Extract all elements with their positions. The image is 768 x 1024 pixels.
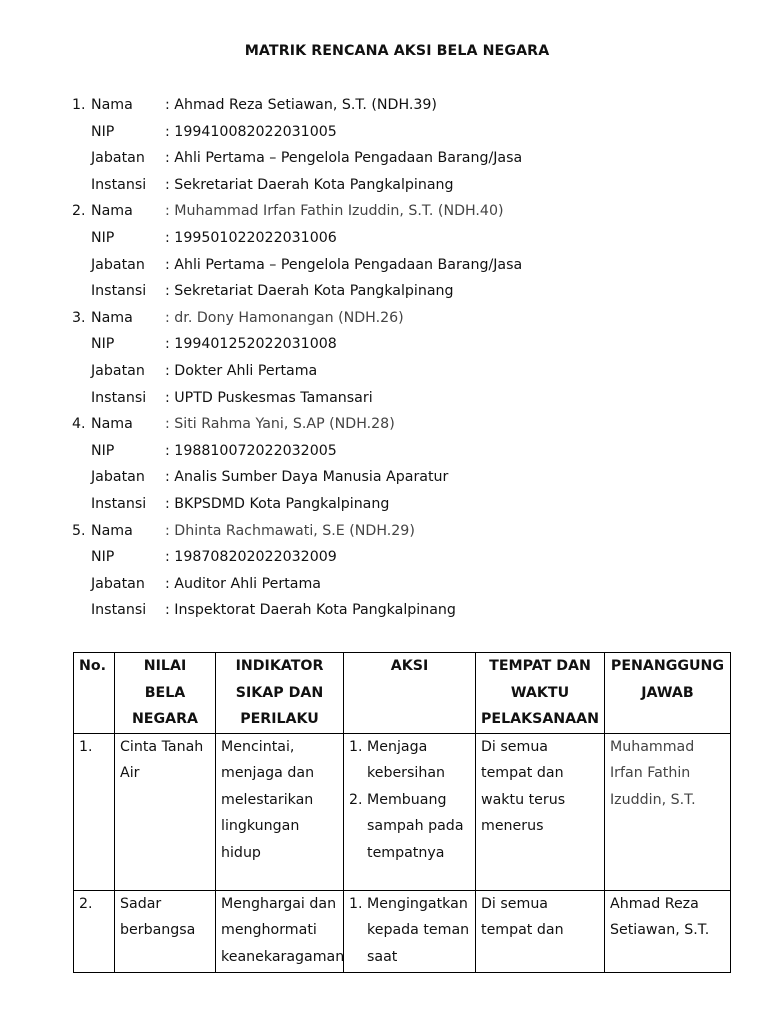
member-2-nip-row xyxy=(72,227,522,254)
aksi-item: 1. Menjaga kebersihan xyxy=(349,738,446,781)
jabatan-value: : Auditor Ahli Pertama xyxy=(165,575,321,592)
action-plan-table xyxy=(73,652,731,973)
header-nilai-bela-negara: NILAI BELA NEGARA xyxy=(115,653,216,734)
member-4-nip-row xyxy=(72,440,522,467)
instansi-label: Instansi xyxy=(91,176,147,193)
table-header-row xyxy=(74,653,731,734)
tempat-waktu-cell: Di semua tempat dan waktu terus menerus xyxy=(476,733,605,890)
nilai-cell: Sadar berbangsa xyxy=(115,890,216,972)
member-number: 3. xyxy=(72,309,86,326)
instansi-label: Instansi xyxy=(91,495,147,512)
member-4-jabatan-row xyxy=(72,466,522,493)
member-number: 5. xyxy=(72,522,86,539)
member-number: 2. xyxy=(72,203,86,220)
instansi-label: Instansi xyxy=(91,389,147,406)
row-number: 1. xyxy=(74,733,115,890)
member-5-nama-row xyxy=(72,520,522,547)
jabatan-label: Jabatan xyxy=(91,150,145,167)
nip-value: : 198810072022032005 xyxy=(165,442,337,459)
jabatan-value: : Dokter Ahli Pertama xyxy=(165,362,318,379)
row-number: 2. xyxy=(74,890,115,972)
nama-label: Nama xyxy=(91,416,133,433)
aksi-cell xyxy=(344,733,476,890)
penanggung-jawab-cell: Ahmad Reza Setiawan, S.T. xyxy=(605,890,731,972)
member-1-instansi-row xyxy=(72,174,522,201)
nama-value: : Muhammad Irfan Fathin Izuddin, S.T. (NDH.40) xyxy=(165,203,504,220)
table-row xyxy=(74,890,731,972)
member-3-jabatan-row xyxy=(72,360,522,387)
aksi-item: 2. Membuang sampah pada tempatnya xyxy=(349,791,464,861)
instansi-value: : BKPSDMD Kota Pangkalpinang xyxy=(165,495,390,512)
nip-label: NIP xyxy=(91,336,115,353)
member-1-nip-row xyxy=(72,121,522,148)
aksi-item: 1. Mengingatkan kepada teman saat xyxy=(349,895,470,965)
table-row xyxy=(74,733,731,890)
header-indikator: INDIKATOR SIKAP DAN PERILAKU xyxy=(216,653,344,734)
member-4-instansi-row xyxy=(72,493,522,520)
jabatan-value: : Ahli Pertama – Pengelola Pengadaan Barang/Jasa xyxy=(165,150,523,167)
header-tempat-waktu: TEMPAT DAN WAKTU PELAKSANAAN xyxy=(476,653,605,734)
member-3-nama-row xyxy=(72,307,522,334)
nip-value: : 199501022022031006 xyxy=(165,229,337,246)
jabatan-value: : Ahli Pertama – Pengelola Pengadaan Barang/Jasa xyxy=(165,256,523,273)
nip-value: : 198708202022032009 xyxy=(165,549,337,566)
jabatan-value: : Analis Sumber Daya Manusia Aparatur xyxy=(165,469,449,486)
header-aksi: AKSI xyxy=(344,653,476,734)
indikator-cell: Mencintai, menjaga dan melestarikan lingkungan hidup xyxy=(216,733,344,890)
jabatan-label: Jabatan xyxy=(91,256,145,273)
member-3-instansi-row xyxy=(72,387,522,414)
member-list xyxy=(72,94,522,626)
nama-label: Nama xyxy=(91,97,133,113)
tempat-waktu-cell: Di semua tempat dan xyxy=(476,890,605,972)
nilai-cell: Cinta Tanah Air xyxy=(115,733,216,890)
nama-label: Nama xyxy=(91,203,133,220)
nip-label: NIP xyxy=(91,442,115,459)
nip-label: NIP xyxy=(91,229,115,246)
member-5-jabatan-row xyxy=(72,573,522,600)
member-1-nama-row xyxy=(72,94,522,121)
member-3-nip-row xyxy=(72,333,522,360)
nama-value: : Ahmad Reza Setiawan, S.T. (NDH.39) xyxy=(165,97,437,113)
instansi-value: : UPTD Puskesmas Tamansari xyxy=(165,389,373,406)
instansi-label: Instansi xyxy=(91,602,147,619)
nip-value: : 199410082022031005 xyxy=(165,123,337,140)
nip-value: : 199401252022031008 xyxy=(165,336,337,353)
penanggung-jawab-cell: Muhammad Irfan Fathin Izuddin, S.T. xyxy=(605,733,731,890)
header-penanggung-jawab: PENANGGUNG JAWAB xyxy=(605,653,731,734)
jabatan-label: Jabatan xyxy=(91,469,145,486)
member-5-nip-row xyxy=(72,546,522,573)
jabatan-label: Jabatan xyxy=(91,575,145,592)
member-4-nama-row xyxy=(72,413,522,440)
member-2-instansi-row xyxy=(72,280,522,307)
nama-value: : dr. Dony Hamonangan (NDH.26) xyxy=(165,309,404,326)
nama-label: Nama xyxy=(91,309,133,326)
nip-label: NIP xyxy=(91,123,115,140)
member-2-jabatan-row xyxy=(72,254,522,281)
instansi-label: Instansi xyxy=(91,283,147,300)
nama-label: Nama xyxy=(91,522,133,539)
document-title: MATRIK RENCANA AKSI BELA NEGARA xyxy=(244,43,550,59)
nip-label: NIP xyxy=(91,549,115,566)
indikator-cell: Menghargai dan menghormati keanekaragaman xyxy=(216,890,344,972)
member-1-jabatan-row xyxy=(72,147,522,174)
instansi-value: : Inspektorat Daerah Kota Pangkalpinang xyxy=(165,602,456,619)
header-no: No. xyxy=(74,653,115,734)
aksi-cell xyxy=(344,890,476,972)
member-number: 4. xyxy=(72,416,86,433)
nama-value: : Dhinta Rachmawati, S.E (NDH.29) xyxy=(165,522,415,539)
instansi-value: : Sekretariat Daerah Kota Pangkalpinang xyxy=(165,176,454,193)
instansi-value: : Sekretariat Daerah Kota Pangkalpinang xyxy=(165,283,454,300)
nama-value: : Siti Rahma Yani, S.AP (NDH.28) xyxy=(165,416,395,433)
jabatan-label: Jabatan xyxy=(91,362,145,379)
member-2-nama-row xyxy=(72,200,522,227)
member-5-instansi-row xyxy=(72,599,522,626)
member-number: 1. xyxy=(72,97,86,113)
